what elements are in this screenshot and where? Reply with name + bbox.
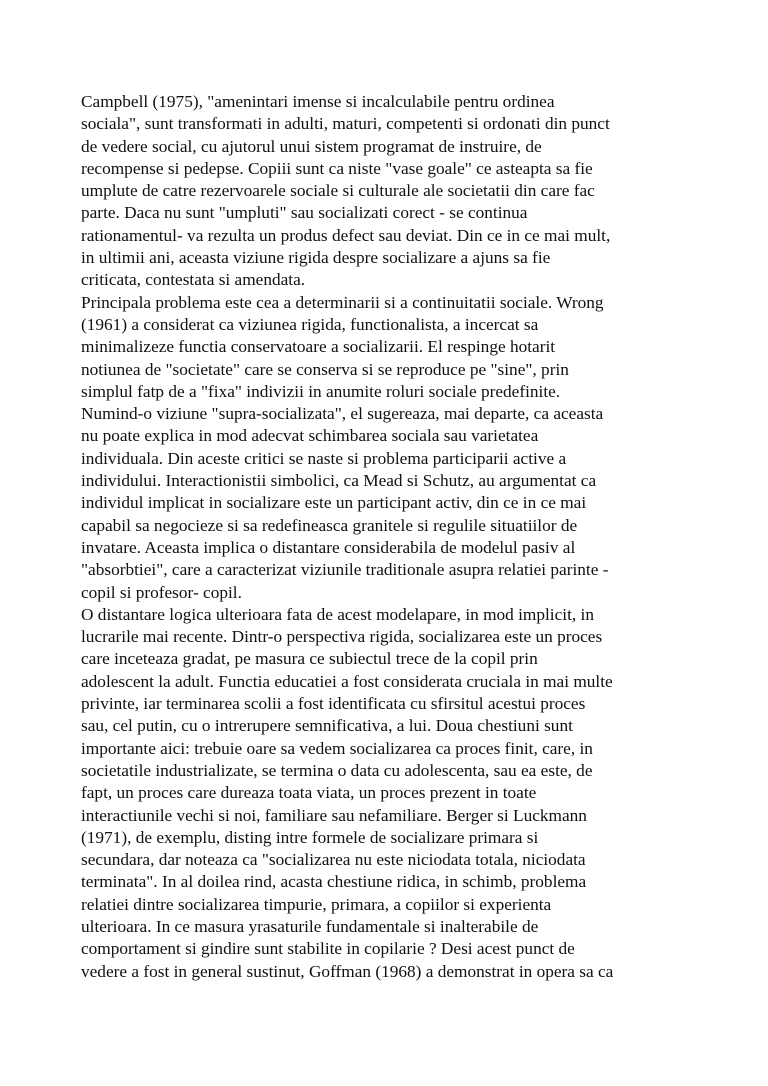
text-line: adolescent la adult. Functia educatiei a fost considerata cruciala in mai multe xyxy=(81,671,613,691)
text-line: importante aici: trebuie oare sa vedem socializarea ca proces finit, care, in xyxy=(81,738,593,758)
text-line: vedere a fost in general sustinut, Goffman (1968) a demonstrat in opera sa ca xyxy=(81,961,614,981)
text-line: privinte, iar terminarea scolii a fost identificata cu sfirsitul acestui proces xyxy=(81,694,586,714)
text-line: fapt, un proces care dureaza toata viata, un proces prezent in toate xyxy=(81,783,537,803)
text-line: (1971), de exemplu, disting intre formele de socializare primara si xyxy=(81,827,539,847)
text-line: (1961) a considerat ca viziunea rigida, functionalista, a incercat sa xyxy=(81,314,539,334)
text-line: Principala problema este cea a determinarii si a continuitatii sociale. Wrong xyxy=(81,292,604,312)
text-line: parte. Daca nu sunt "umpluti" sau socializati corect - se continua xyxy=(81,203,528,223)
text-line: secundara, dar noteaza ca "socializarea nu este niciodata totala, niciodata xyxy=(81,850,586,870)
text-line: copil si profesor- copil. xyxy=(81,582,242,602)
text-line: umplute de catre rezervoarele sociale si culturale ale societatii din care fac xyxy=(81,181,595,201)
text-line: capabil sa negocieze si sa redefineasca granitele si regulile situatiilor de xyxy=(81,515,578,535)
text-line: societatile industrializate, se termina o data cu adolescenta, sau ea este, de xyxy=(81,760,593,780)
body-text xyxy=(81,91,691,983)
text-line: care inceteaza gradat, pe masura ce subiectul trece de la copil prin xyxy=(81,649,538,669)
text-line: minimalizeze functia conservatoare a socializarii. El respinge hotarit xyxy=(81,337,556,357)
text-line: in ultimii ani, aceasta viziune rigida despre socializare a ajuns sa fie xyxy=(81,248,551,268)
text-line: rationamentul- va rezulta un produs defect sau deviat. Din ce in ce mai mult, xyxy=(81,225,611,245)
text-line: de vedere social, cu ajutorul unui sistem programat de instruire, de xyxy=(81,136,542,156)
text-line: notiunea de "societate" care se conserva si se reproduce pe "sine", prin xyxy=(81,359,569,379)
text-line: O distantare logica ulterioara fata de acest modelapare, in mod implicit, in xyxy=(81,604,594,624)
text-line: ulterioara. In ce masura yrasaturile fundamentale si inalterabile de xyxy=(81,916,539,936)
text-line: nu poate explica in mod adecvat schimbarea sociala sau varietatea xyxy=(81,426,539,446)
text-line: terminata". In al doilea rind, acasta chestiune ridica, in schimb, problema xyxy=(81,872,587,892)
text-line: comportament si gindire sunt stabilite in copilarie ? Desi acest punct de xyxy=(81,939,575,959)
text-line: recompense si pedepse. Copiii sunt ca niste "vase goale" ce asteapta sa fie xyxy=(81,158,593,178)
text-line: interactiunile vechi si noi, familiare sau nefamiliare. Berger si Luckmann xyxy=(81,805,587,825)
text-line: relatiei dintre socializarea timpurie, primara, a copiilor si experienta xyxy=(81,894,552,914)
text-line: "absorbtiei", care a caracterizat viziunile traditionale asupra relatiei parinte - xyxy=(81,560,609,580)
text-line: simplul fatp de a "fixa" indivizii in anumite roluri sociale predefinite. xyxy=(81,381,561,401)
text-line: individul implicat in socializare este un participant activ, din ce in ce mai xyxy=(81,493,587,513)
text-line: sociala", sunt transformati in adulti, maturi, competenti si ordonati din punct xyxy=(81,114,610,134)
text-line: individuala. Din aceste critici se naste si problema participarii active a xyxy=(81,448,567,468)
text-line: Numind-o viziune "supra-socializata", el sugereaza, mai departe, ca aceasta xyxy=(81,404,604,424)
text-line: criticata, contestata si amendata. xyxy=(81,270,306,290)
text-line: Campbell (1975), "amenintari imense si incalculabile pentru ordinea xyxy=(81,92,555,111)
text-line: lucrarile mai recente. Dintr-o perspectiva rigida, socializarea este un proces xyxy=(81,627,603,647)
text-line: invatare. Aceasta implica o distantare considerabila de modelul pasiv al xyxy=(81,537,576,557)
text-line: individului. Interactionistii simbolici, ca Mead si Schutz, au argumentat ca xyxy=(81,471,597,491)
text-line: sau, cel putin, cu o intrerupere semnificativa, a lui. Doua chestiuni sunt xyxy=(81,716,573,736)
